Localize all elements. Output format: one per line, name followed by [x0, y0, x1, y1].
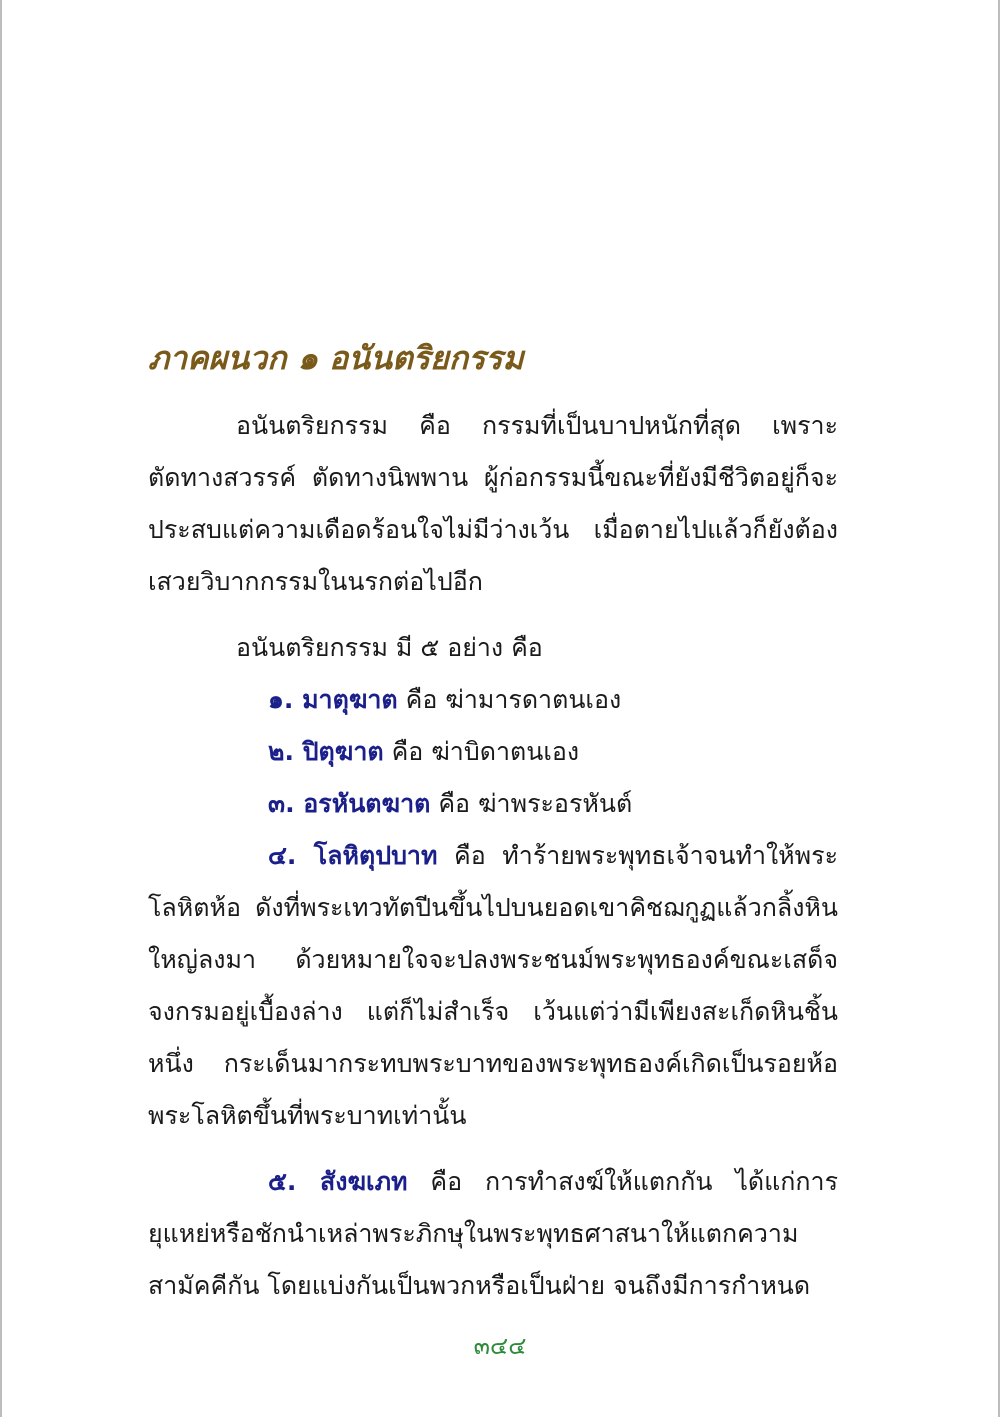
page-number: ๓๔๔: [473, 1332, 527, 1360]
item-desc: คือ ฆ่าบิดาตนเอง: [383, 737, 580, 766]
item-term: ๒. ปิตุฆาต: [268, 737, 384, 766]
list-item-4: [148, 830, 838, 1142]
item-term: ๑. มาตุฆาต: [268, 685, 398, 714]
item-term: ๔. โลหิตุปบาท: [268, 841, 438, 870]
item-term: ๕. สังฆเภท: [268, 1167, 408, 1196]
page-edge-left: [0, 0, 2, 1417]
item-desc: คือ ฆ่าพระอรหันต์: [430, 789, 633, 818]
item-desc: คือ ทำร้ายพระพุทธเจ้าจนทำให้พระโลหิตห้อ ดังที่พระเทวทัตปีนขึ้นไปบนยอดเขาคิชฌกูฏแล้วกลิ้งหินใหญ่ลงมา ด้วยหมายใจจะปลงพระชนม์พระพุทธองค์ขณะเสด็จจงกรมอยู่เบื้องล่าง แต่ก็ไม่สำเร็จ เว้นแต่ว่ามีเพียงสะเก็ดหินชิ้นหนึ่ง กระเด็นมากระทบพระบาทของพระพุทธองค์เกิดเป็นรอยห้อพระโลหิตขึ้นที่พระบาทเท่านั้น: [148, 841, 838, 1130]
list-intro: อนันตริยกรรม มี ๕ อย่าง คือ: [236, 633, 543, 662]
page-title: ภาคผนวก ๑ อนันตริยกรรม: [148, 339, 524, 377]
intro-paragraph: อนันตริยกรรม คือ กรรมที่เป็นบาปหนักที่สุด เพราะตัดทางสวรรค์ ตัดทางนิพพาน ผู้ก่อกรรมนี้ขณะที่ยังมีชีวิตอยู่ก็จะประสบแต่ความเดือดร้อนใจไม่มีว่างเว้น เมื่อตายไปแล้วก็ยังต้องเสวยวิบากกรรมในนรกต่อไปอีก: [148, 411, 838, 596]
item-term: ๓. อรหันตฆาต: [268, 789, 431, 818]
item-desc: คือ ฆ่ามารดาตนเอง: [397, 685, 622, 714]
item-desc: คือ การทำสงฆ์ให้แตกกัน ได้แก่การยุแหย่หรือชักนำเหล่าพระภิกษุในพระพุทธศาสนาให้แตกความสามัคคีกัน โดยแบ่งกันเป็นพวกหรือเป็นฝ่าย จนถึงมีการกำหนด: [148, 1167, 838, 1300]
page-body: [148, 330, 838, 1312]
list-item-3: [148, 778, 838, 830]
list-item-2: [148, 726, 838, 778]
list-item-1: [148, 674, 838, 726]
list-item-5: [148, 1156, 838, 1312]
